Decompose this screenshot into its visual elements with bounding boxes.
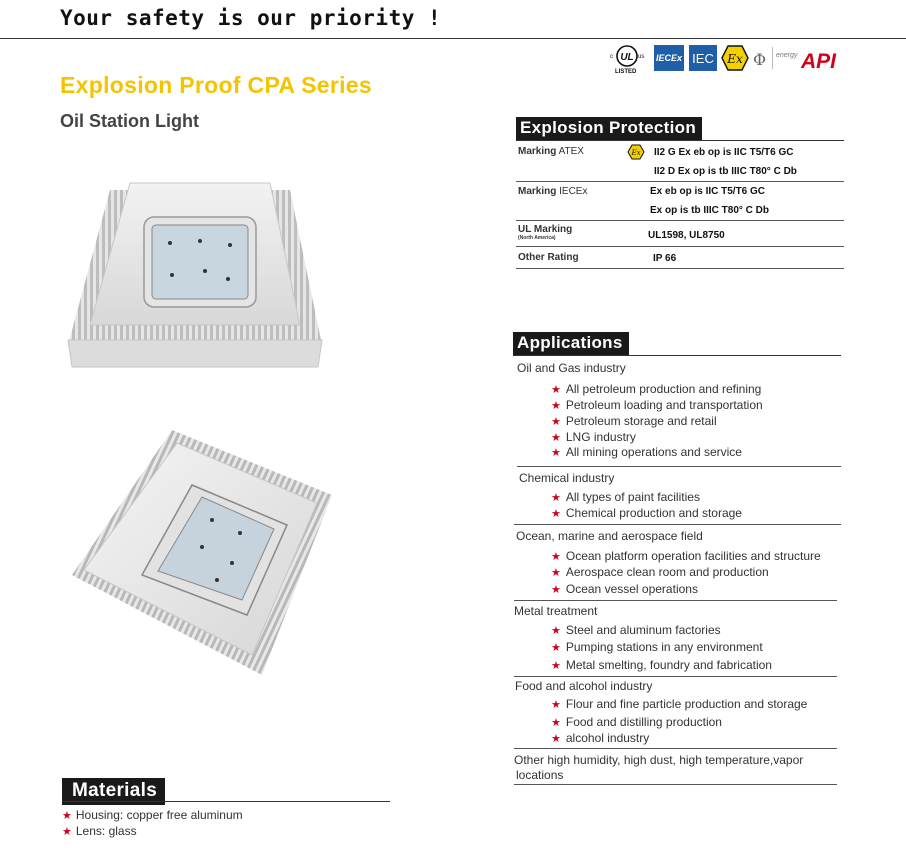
star-icon: ★ (551, 642, 561, 654)
application-item: ★ Flour and fine particle production and storage (551, 697, 808, 711)
row-divider (517, 466, 841, 467)
application-item: ★ Aerospace clean room and production (551, 565, 769, 579)
star-icon: ★ (551, 551, 561, 563)
application-category: Metal treatment (514, 604, 598, 618)
explosion-protection-rule (516, 140, 844, 141)
star-icon: ★ (551, 447, 561, 459)
application-item: ★ Steel and aluminum factories (551, 623, 721, 637)
svg-text:Ex: Ex (631, 149, 641, 157)
application-item: ★ All petroleum production and refining (551, 382, 762, 396)
row-divider (514, 748, 837, 749)
ex-hexagon-logo (722, 46, 748, 70)
star-icon: ★ (551, 717, 561, 729)
star-icon: ★ (551, 567, 561, 579)
materials-item: ★ Lens: glass (62, 824, 137, 838)
application-item: ★ Petroleum storage and retail (551, 414, 717, 428)
materials-heading: Materials (62, 778, 165, 805)
star-icon: ★ (551, 660, 561, 672)
other-rating-value: IP 66 (653, 253, 677, 264)
application-item: ★ Ocean vessel operations (551, 582, 698, 596)
application-category: Other high humidity, high dust, high temperature,vapor (514, 753, 804, 767)
certification-logos (610, 44, 846, 74)
star-icon: ★ (551, 625, 561, 637)
svg-text:IECEx: IECEx (655, 53, 683, 63)
iecex-logo (654, 45, 684, 71)
series-title: Explosion Proof CPA Series (60, 72, 372, 98)
star-icon: ★ (551, 416, 561, 428)
row-divider (516, 246, 844, 247)
svg-text:us: us (638, 54, 645, 60)
application-item: ★ All mining operations and service (551, 445, 742, 459)
row-divider (514, 676, 837, 677)
svg-text:API: API (801, 50, 837, 73)
top-divider (0, 38, 906, 39)
phi-symbol (753, 50, 766, 69)
applications-rule (513, 355, 841, 356)
applications-heading: Applications (513, 332, 629, 355)
atex-value-2: II2 D Ex op is tb IIIC T80° C Db (654, 166, 797, 177)
star-icon: ★ (551, 508, 561, 520)
materials-rule (62, 801, 390, 802)
application-category: Ocean, marine and aerospace field (516, 529, 703, 543)
api-logo (800, 50, 837, 73)
application-item: ★ Pumping stations in any environment (551, 640, 763, 654)
svg-text:Φ: Φ (753, 50, 767, 69)
svg-text:LISTED: LISTED (615, 69, 637, 74)
other-rating-label: Other Rating (518, 252, 579, 263)
star-icon: ★ (551, 432, 561, 444)
row-divider (514, 600, 837, 601)
materials-item: ★ Housing: copper free aluminum (62, 808, 243, 822)
application-category: Food and alcohol industry (515, 679, 653, 693)
application-item: ★ Metal smelting, foundry and fabrication (551, 658, 772, 672)
product-photo-bottom (62, 425, 342, 680)
row-divider (516, 181, 844, 182)
svg-text:IEC: IEC (692, 51, 714, 66)
iecex-value-1: Ex eb op is IIC T5/T6 GC (650, 186, 766, 197)
ul-marking-sublabel: (North America) (518, 235, 556, 241)
application-category: Oil and Gas industry (517, 361, 626, 375)
row-divider (516, 220, 844, 221)
star-icon: ★ (551, 492, 561, 504)
application-item: ★ LNG industry (551, 430, 636, 444)
application-item: ★ alcohol industry (551, 731, 650, 745)
iecex-label: Marking IECEx (518, 186, 588, 197)
product-photo-top (60, 175, 340, 375)
application-item: ★ Chemical production and storage (551, 506, 742, 520)
ex-mark-icon (627, 144, 645, 165)
energy-logo (776, 52, 798, 59)
row-divider (514, 784, 837, 785)
product-subtitle: Oil Station Light (60, 111, 199, 131)
star-icon: ★ (551, 584, 561, 596)
star-icon: ★ (551, 400, 561, 412)
svg-text:energy: energy (776, 52, 798, 59)
explosion-protection-heading: Explosion Protection (516, 117, 702, 140)
row-divider (516, 268, 844, 269)
application-category-continued: locations (516, 768, 564, 782)
application-item: ★ Petroleum loading and transportation (551, 398, 763, 412)
tagline: Your safety is our priority ! (60, 6, 442, 30)
svg-text:c: c (610, 54, 613, 60)
application-item: ★ All types of paint facilities (551, 490, 700, 504)
star-icon: ★ (551, 699, 561, 711)
iecex-value-2: Ex op is tb IIIC T80° C Db (650, 205, 770, 216)
application-item: ★ Food and distilling production (551, 715, 722, 729)
star-icon: ★ (62, 826, 72, 838)
row-divider (514, 524, 841, 525)
ul-marking-label: UL Marking (518, 224, 573, 235)
application-item: ★ Ocean platform operation facilities and structure (551, 549, 821, 563)
ul-listed-logo (610, 46, 644, 74)
iec-logo (689, 45, 717, 71)
star-icon: ★ (551, 733, 561, 745)
application-category: Chemical industry (519, 471, 615, 485)
svg-text:UL: UL (620, 52, 634, 63)
svg-text:Ex: Ex (727, 52, 743, 66)
atex-label: Marking ATEX (518, 146, 584, 157)
star-icon: ★ (62, 810, 72, 822)
star-icon: ★ (551, 384, 561, 396)
atex-value-1: II2 G Ex eb op is IIC T5/T6 GC (654, 147, 794, 158)
ul-marking-value: UL1598, UL8750 (648, 230, 725, 241)
